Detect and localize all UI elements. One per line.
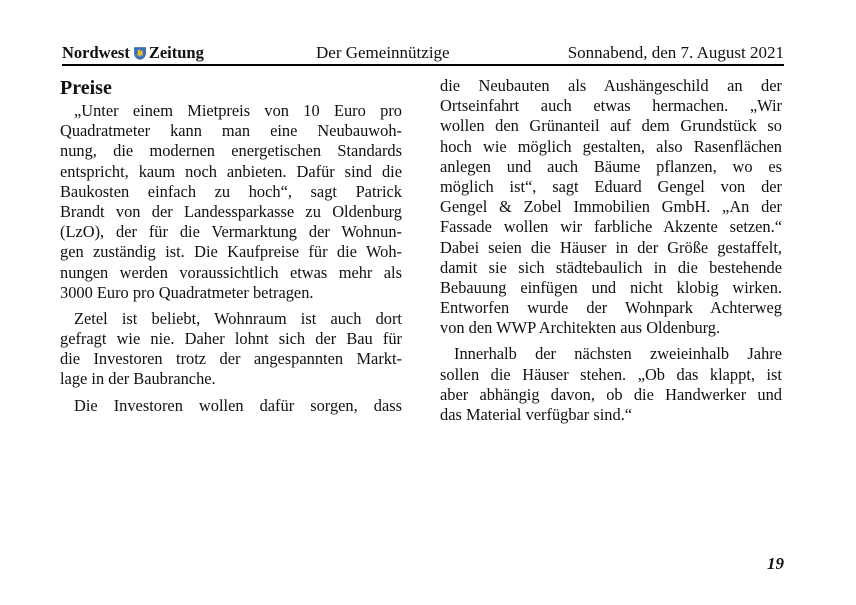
paragraph <box>60 101 402 303</box>
text-line: das Material verfügbar sind.“ <box>440 405 633 424</box>
text-line: aber abhängig davon, ob die Handwerker und <box>440 384 782 404</box>
text-line: (LzO), der für die Vermarktung der Wohnun- <box>60 222 402 242</box>
text-line: Die Investoren wollen dafür sorgen, dass <box>74 395 402 415</box>
text-line: „Unter einem Mietpreis von 10 Euro pro <box>74 101 402 120</box>
text-line: möglich ist“, sagt Eduard Gengel von der <box>440 176 782 196</box>
text-line: nung, die modernen energetischen Standards <box>60 141 402 161</box>
text-line: die Neubauten als Aushängeschild an der <box>440 76 782 95</box>
text-line: sollen die Häuser stehen. „Ob das klappt, ist <box>440 364 782 384</box>
text-line: wollen den Grünanteil auf dem Grundstück so <box>440 116 782 136</box>
text-line: damit sie sich städtebaulich in die bestehende <box>440 257 782 277</box>
text-line: 3000 Euro pro Quadratmeter betragen. <box>60 282 314 302</box>
text-line: Quadratmeter kann man eine Neubauwoh- <box>60 121 402 141</box>
article-column-left <box>60 76 402 416</box>
page-header <box>62 42 784 66</box>
paragraph <box>440 76 782 338</box>
article-heading: Preise <box>60 77 112 99</box>
right-column-body <box>440 76 782 425</box>
text-line: gen zuständig ist. Die Kaufpreise für die Woh- <box>60 242 402 262</box>
article-column-right <box>440 76 782 425</box>
text-line: Brandt von der Landessparkasse zu Oldenburg <box>60 201 402 221</box>
text-line: Fassade wollen wir farbliche Akzente setzen.“ <box>440 217 782 237</box>
text-line: Entworfen wurde der Wohnpark Achterweg <box>440 298 782 318</box>
newspaper-brand <box>62 43 204 63</box>
text-line: anlegen und auch Bäume pflanzen, wo es <box>440 156 782 176</box>
text-line: lage in der Baubranche. <box>60 369 216 389</box>
page-number: 19 <box>767 554 784 573</box>
text-line: Baukosten einfach zu hoch“, sagt Patrick <box>60 181 402 201</box>
text-line: Bebauung einfügen und nicht klobig wirken. <box>440 277 782 297</box>
brand-name-first: Nordwest <box>62 43 130 62</box>
text-line: gefragt wie nie. Daher lohnt sich der Bau für <box>60 329 402 349</box>
text-line: Dabei seien die Häuser in der Größe gestaffelt, <box>440 237 782 257</box>
paragraph <box>60 396 402 416</box>
section-title: Der Gemeinnützige <box>316 43 450 62</box>
text-line: Ortseinfahrt auch etwas hermachen. „Wir <box>440 96 782 116</box>
paragraph <box>440 344 782 425</box>
paragraph <box>60 309 402 390</box>
text-line: hoch wie möglich gestalten, also Rasenflächen <box>440 136 782 156</box>
text-line: Zetel ist beliebt, Wohnraum ist auch dort <box>74 308 402 328</box>
text-line: Innerhalb der nächsten zweieinhalb Jahre <box>454 344 782 364</box>
text-line: Gengel & Zobel Immobilien GmbH. „An der <box>440 197 782 217</box>
left-column-body <box>60 101 402 416</box>
brand-name-second: Zeitung <box>148 43 204 62</box>
text-line: von den WWP Architekten aus Oldenburg. <box>440 318 721 338</box>
text-line: entspricht, kaum noch anbieten. Dafür sind die <box>60 161 402 181</box>
text-line: die Investoren trotz der angespannten Markt- <box>60 349 402 369</box>
text-line: nungen werden voraussichtlich etwas mehr als <box>60 262 402 282</box>
issue-date: Sonnabend, den 7. August 2021 <box>567 43 784 62</box>
coat-of-arms-icon <box>134 47 146 60</box>
